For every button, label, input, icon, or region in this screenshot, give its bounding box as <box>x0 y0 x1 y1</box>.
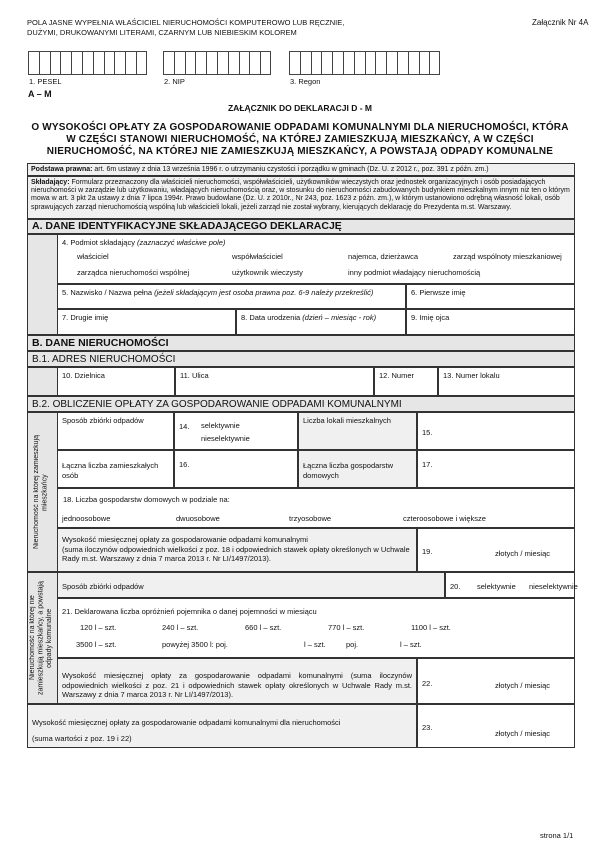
filers-text: Formularz przeznaczony dla właścicieli nieruchomości, współwłaścicieli, użytkowników wieczystych oraz jednostek organizacyjnych i osób posiadających nieruchomości w zarządzie lub użytkowaniu, władających nieruchomością oraz, w stosunku do nieruchomości zabudowanych budynkiem mieszkalnym innym niż ten o którym mowa w art. 3 pkt 2a ustawy z dnia 7 lipca 1994r. Prawo budowlane (Dz. U. z 2010r., Nr 243, poz. 1623 z późn. zm.), w którym ustanowiono odrębną własność lokali, osób sprawujących zarząd nieruchomością wspólną lub właścicieli lokali, jeżeli zarząd nie został wybrany, kierujących deklarację do Prezydenta m.st. Warszawy. <box>31 179 570 211</box>
fill-instructions-line1: POLA JASNE WYPEŁNIA WŁAŚCICIEL NIERUCHOMOŚCI KOMPUTEROWO LUB RĘCZNIE, <box>27 18 345 27</box>
container-660[interactable]: 660 l – szt. <box>245 623 282 632</box>
inhabited-collection-method-field[interactable] <box>174 412 298 450</box>
container-770[interactable]: 770 l – szt. <box>328 623 365 632</box>
inhabited-side-text: Nieruchomość na której zamieszkują mieszkańcy <box>33 435 49 550</box>
container-emptying-label: 21. Deklarowana liczba opróżnień pojemnika o danej pojemności w miesiącu <box>62 607 317 616</box>
nip-label: 2. NIP <box>164 77 185 86</box>
households-count-field[interactable]: 17. <box>417 450 575 488</box>
container-240[interactable]: 240 l – szt. <box>162 623 199 632</box>
inhabited-side-label <box>28 420 56 565</box>
container-120[interactable]: 120 l – szt. <box>80 623 117 632</box>
inhabited-fee-line2: (suma iloczynów odpowiednich wielkości z poz. 18 i odpowiednich stawek opłaty określonych w Uchwale Rady m.st. Warszawy z dnia 7 marca 2013 r. Nr LI/1497/2013). <box>62 544 410 563</box>
pesel-input[interactable] <box>28 51 147 75</box>
noninhabited-collection-method-label: Sposób zbiórki odpadów <box>57 572 445 598</box>
section-a-title: A. DANE IDENTYFIKACYJNE SKŁADAJĄCEGO DEKLARACJĘ <box>27 219 575 234</box>
hh-four-plus-person[interactable]: czteroosobowe i większe <box>403 514 486 523</box>
full-name-hint: (jeżeli składającym jest osoba prawna poz. 6-9 należy przekreślić) <box>154 288 374 297</box>
field-23-label: 23. <box>422 723 433 732</box>
street-field[interactable]: 11. Ulica <box>175 367 374 396</box>
section-b2-title: B.2. OBLICZENIE OPŁATY ZA GOSPODAROWANIE ODPADAMI KOMUNALNYMI <box>27 396 575 412</box>
first-name-field[interactable]: 6. Pierwsze imię <box>406 284 575 309</box>
inhabited-fee-label <box>57 528 417 572</box>
hh-one-person[interactable]: jednoosobowe <box>62 514 111 523</box>
container-3500[interactable]: 3500 l – szt. <box>76 640 117 649</box>
residents-count-field[interactable]: 16. <box>174 450 298 488</box>
field-20-label: 20. <box>450 582 461 591</box>
birth-date-field[interactable] <box>236 309 406 335</box>
container-over-3500-count[interactable]: l – szt. <box>304 640 326 649</box>
households-breakdown-label: 18. Liczba gospodarstw domowych w podziale na: <box>63 495 230 504</box>
total-fee-text: Wysokość miesięcznej opłaty za gospodarowanie odpadami komunalnymi dla nieruchomości <box>32 718 341 727</box>
birth-date-hint: (dzień – miesiąc - rok) <box>302 313 377 322</box>
option-other-entity[interactable]: inny podmiot władający nieruchomością <box>348 268 481 277</box>
nip-input[interactable] <box>163 51 271 75</box>
inhabited-fee-line1: Wysokość miesięcznej opłaty za gospodarowanie odpadami komunalnymi <box>62 535 308 544</box>
filer-type-hint: (zaznaczyć właściwe pole) <box>137 238 226 247</box>
option-co-owner[interactable]: współwłaściciel <box>232 252 283 261</box>
option-housing-community[interactable]: zarząd wspólnoty mieszkaniowej <box>453 252 562 261</box>
section-b1-title: B.1. ADRES NIERUCHOMOŚCI <box>27 351 575 367</box>
field-14-label: 14. <box>179 422 190 431</box>
container-custom-count[interactable]: l – szt. <box>400 640 422 649</box>
district-field[interactable]: 10. Dzielnica <box>57 367 175 396</box>
container-over-3500-volume[interactable]: powyżej 3500 l: poj. <box>162 640 228 649</box>
option-owner[interactable]: właściciel <box>77 252 109 261</box>
flats-count-field[interactable]: 15. <box>417 412 575 450</box>
flats-count-label: Liczba lokali mieszkalnych <box>298 412 417 450</box>
legal-basis <box>27 163 575 176</box>
residents-count-label: Łączna liczba zamieszkałych osób <box>57 450 174 488</box>
filers-info <box>27 176 575 219</box>
option-tenant[interactable]: najemca, dzierżawca <box>348 252 419 261</box>
regon-label: 3. Regon <box>290 77 321 86</box>
form-subtitle: O WYSOKOŚCI OPŁATY ZA GOSPODAROWANIE ODPADAMI KOMUNALNYMI DLA NIERUCHOMOŚCI, KTÓRA W CZĘŚCI STANOWI NIERUCHOMOŚĆ, NA KTÓREJ ZAMIESZKUJĄ MIESZKAŃCY, A W CZĘŚCI NIERUCHOMOŚĆ, NA KTÓREJ NIE ZAMIESZKUJĄ MIESZKAŃCY, A POWSTAJĄ ODPADY KOMUNALNE <box>31 122 569 157</box>
container-custom-volume[interactable]: poj. <box>346 640 359 649</box>
legal-basis-label: Podstawa prawna: <box>31 166 93 173</box>
full-name-field[interactable] <box>57 284 406 309</box>
pesel-label: 1. PESEL <box>29 77 62 86</box>
noninhabited-fee-unit: złotych / miesiąc <box>495 681 551 690</box>
field-22-label: 22. <box>422 679 433 688</box>
noninhabited-selective-option[interactable]: selektywnie <box>477 582 516 591</box>
annex-label: Załącznik Nr 4A <box>532 18 589 27</box>
section-b-title: B. DANE NIERUCHOMOŚCI <box>27 335 575 351</box>
container-emptying-field[interactable] <box>57 598 575 658</box>
fill-instructions-line2: DUŻYMI, DRUKOWANYMI LITERAMI, CZARNYM LUB NIEBIESKIM KOLOREM <box>27 27 297 37</box>
field-19-label: 19. <box>422 547 433 556</box>
hh-three-person[interactable]: trzyosobowe <box>289 514 332 523</box>
total-fee-field[interactable] <box>417 704 575 748</box>
inhabited-fee-field[interactable] <box>417 528 575 572</box>
noninhabited-fee-label: Wysokość miesięcznej opłaty za gospodarowanie odpadami komunalnymi (suma iloczynów odpowiednich wielkości z poz. 21 i odpowiednich stawek opłaty określonych w Uchwale Rady m.st. Warszawy z dnia 7 marca 2013 r. Nr LI/1497/2013). <box>57 658 417 704</box>
birth-date-label: 8. Data urodzenia <box>241 313 303 322</box>
filer-type-label: 4. Podmiot składający <box>62 238 138 247</box>
form-title: ZAŁĄCZNIK DO DEKLARACJI D - M <box>227 103 373 113</box>
form-code: A – M <box>28 89 52 99</box>
second-name-field[interactable]: 7. Drugie imię <box>57 309 236 335</box>
noninhabited-nonselective-option[interactable]: nieselektywnie <box>529 582 578 591</box>
inhabited-collection-method-label: Sposób zbiórki odpadów <box>57 412 174 450</box>
inhabited-fee-unit: złotych / miesiąc <box>495 549 551 558</box>
households-breakdown-field[interactable] <box>57 488 575 528</box>
noninhabited-collection-method-field[interactable] <box>445 572 578 598</box>
page-number: strona 1/1 <box>540 831 574 840</box>
legal-basis-text: art. 6m ustawy z dnia 13 września 1996 r. o utrzymaniu czystości i porządku w gminach (Dz. U. z 2012 r., poz. 391 z późn. zm.) <box>92 166 489 173</box>
total-fee-sub: (suma wartości z poz. 19 i 22) <box>32 733 132 743</box>
filers-label: Składający: <box>31 179 70 186</box>
option-common-property-manager[interactable]: zarządca nieruchomości wspólnej <box>77 268 190 277</box>
noninhabited-fee-field[interactable] <box>417 658 575 704</box>
option-perpetual-user[interactable]: użytkownik wieczysty <box>232 268 303 277</box>
households-count-label: Łączna liczba gospodarstw domowych <box>298 450 417 488</box>
noninhabited-side-text: Nieruchomość na której nie zamieszkują mieszkańcy, a powstają odpady komunalne <box>29 581 53 695</box>
father-name-field[interactable]: 9. Imię ojca <box>406 309 575 335</box>
inhabited-selective-option[interactable]: selektywnie <box>201 421 240 430</box>
container-1100[interactable]: 1100 l – szt. <box>411 623 451 632</box>
total-fee-unit: złotych / miesiąc <box>495 729 551 738</box>
regon-input[interactable] <box>289 51 440 75</box>
fill-instructions <box>27 18 347 37</box>
number-field[interactable]: 12. Numer <box>374 367 438 396</box>
flat-number-field[interactable]: 13. Numer lokalu <box>438 367 575 396</box>
noninhabited-side-label <box>28 578 56 698</box>
hh-two-person[interactable]: dwuosobowe <box>176 514 220 523</box>
inhabited-nonselective-option[interactable]: nieselektywnie <box>201 434 250 443</box>
total-fee-label <box>27 704 417 748</box>
full-name-label: 5. Nazwisko / Nazwa pełna <box>62 288 155 297</box>
